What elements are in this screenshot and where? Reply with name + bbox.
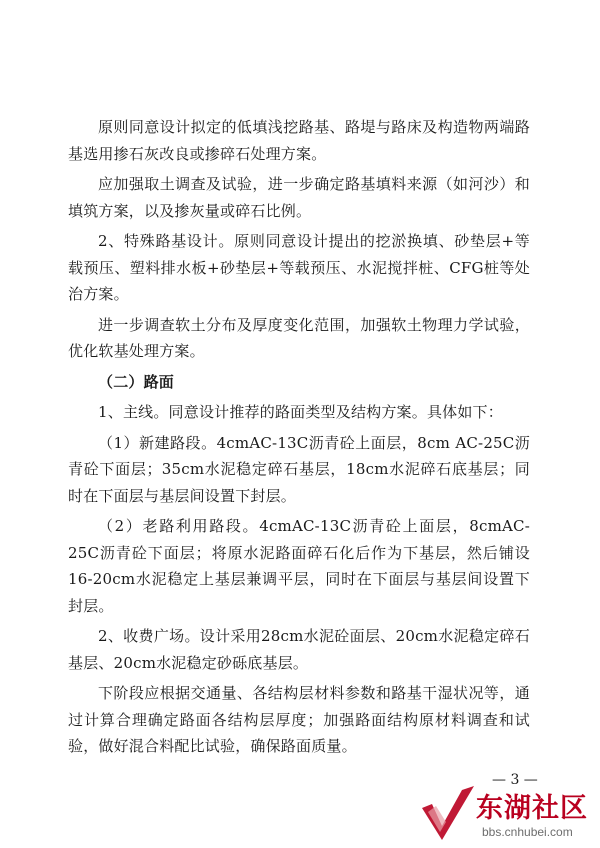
section-heading-pavement: （二）路面 (98, 372, 175, 391)
paragraph-toll-plaza: 2、收费广场。设计采用28cm水泥砼面层、20cm水泥稳定碎石基层、20cm水泥稳定砂砾底基层。 (68, 627, 530, 672)
paragraph-fill-survey: 应加强取土调查及试验，进一步确定路基填料来源（如河沙）和填筑方案，以及掺灰量或碎石比例。 (68, 175, 530, 220)
paragraph-new-section: （1）新建路段。4cmAC-13C沥青砼上面层，8cm AC-25C沥青砼下面层；35cm水泥稳定碎石基层，18cm水泥碎石底基层；同时在下面层与基层间设置下封层。 (68, 433, 530, 505)
document-body (68, 114, 530, 764)
paragraph-soft-soil: 进一步调查软土分布及厚度变化范围，加强软土物理力学试验，优化软基处理方案。 (68, 315, 530, 360)
watermark (418, 780, 600, 848)
watermark-title: 东湖社区 (476, 793, 588, 824)
paragraph-next-stage: 下阶段应根据交通量、各结构层材料参数和路基干湿状况等，通过计算合理确定路面各结构层厚度；加强路面结构原材料调查和试验，做好混合料配比试验，确保路面质量。 (68, 684, 530, 755)
paragraph-special-subgrade: 2、特殊路基设计。原则同意设计提出的挖淤换填、砂垫层+等载预压、塑料排水板+砂垫层+等载预压、水泥搅拌桩、CFG桩等处治方案。 (68, 232, 530, 303)
paragraph-mainline: 1、主线。同意设计推荐的路面类型及结构方案。具体如下： (98, 403, 503, 421)
paragraph-subgrade-improvement: 原则同意设计拟定的低填浅挖路基、路堤与路床及构造物两端路基选用掺石灰改良或掺碎石处理方案。 (68, 118, 530, 163)
watermark-url: bbs.cnhubei.com (482, 825, 573, 839)
page-number: — 3 — (492, 772, 538, 788)
paragraph-old-road-section: （2）老路利用路段。4cmAC-13C沥青砼上面层，8cmAC-25C沥青砼下面层；将原水泥路面碎石化后作为下基层，然后铺设16-20cm水泥稳定上基层兼调平层，同时在下面层与基层间设置下封层。 (68, 517, 530, 615)
check-swoosh-icon (418, 782, 478, 844)
